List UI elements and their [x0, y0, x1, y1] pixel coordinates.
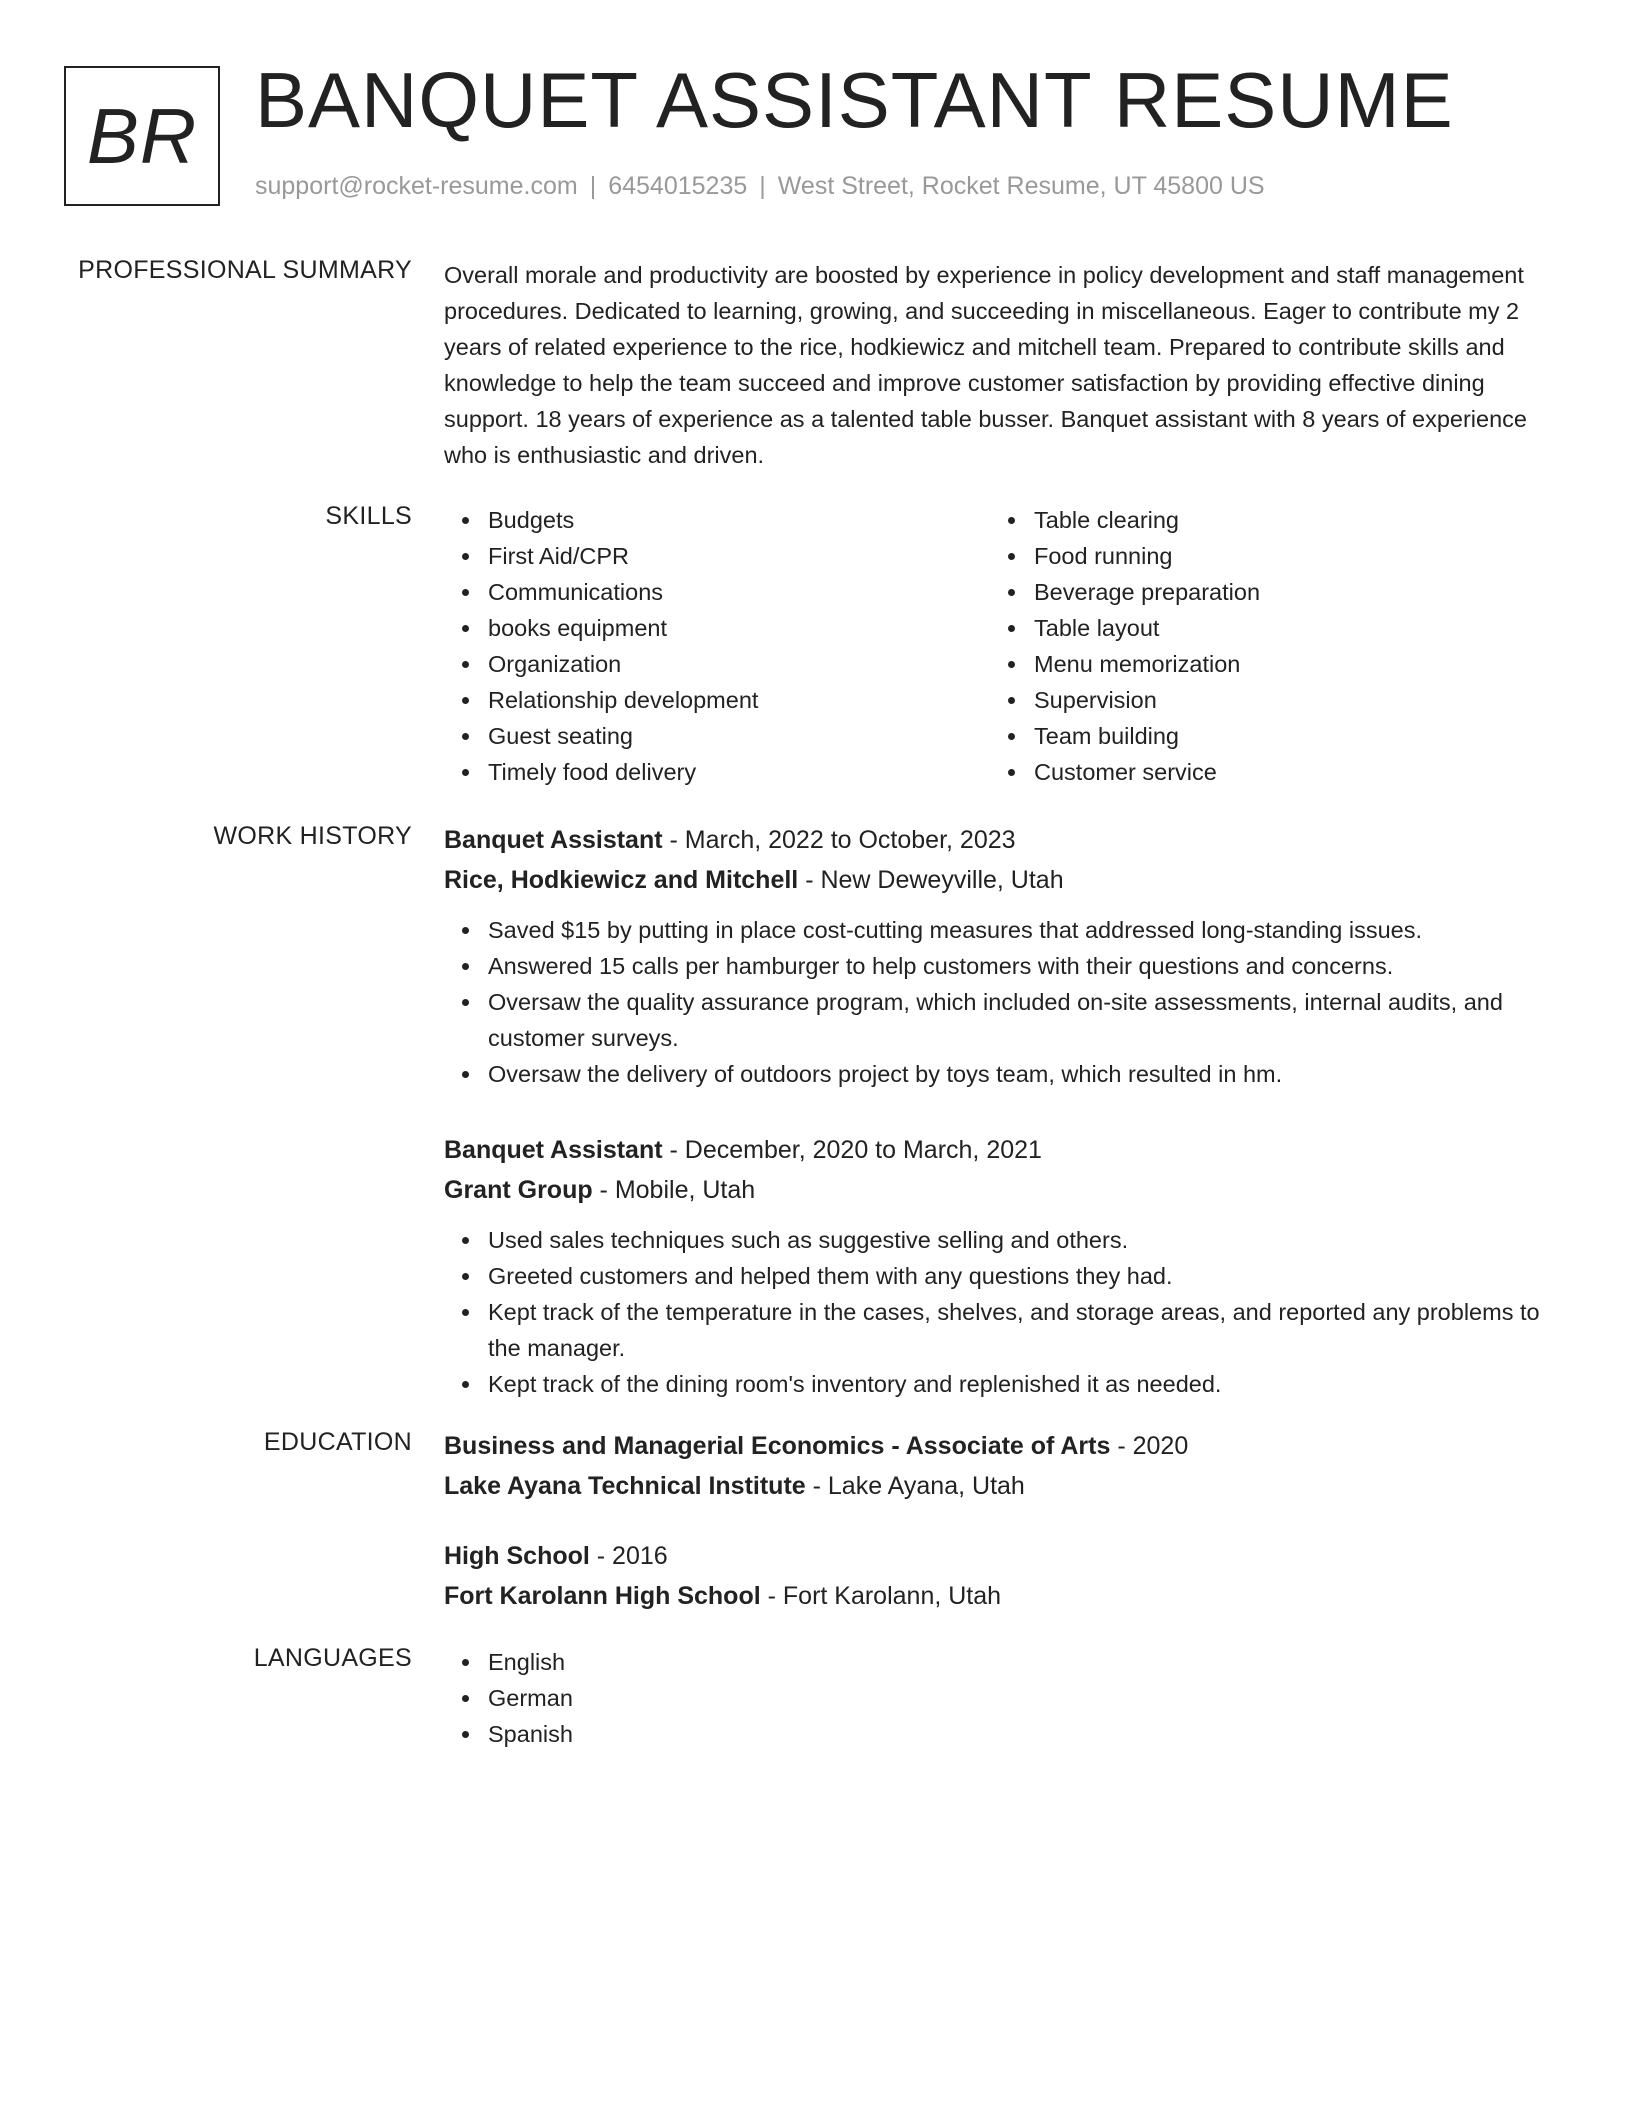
- education-school: Lake Ayana Technical Institute: [444, 1472, 806, 1500]
- education-year: - 2020: [1110, 1432, 1189, 1460]
- section-label-education: EDUCATION: [263, 1428, 412, 1456]
- job-company: Grant Group: [444, 1176, 593, 1204]
- contact-separator: |: [759, 172, 766, 200]
- education-location: - Lake Ayana, Utah: [805, 1472, 1025, 1500]
- resume-title: BANQUET ASSISTANT RESUME: [255, 56, 1454, 144]
- skills-body: [444, 502, 1564, 790]
- language-item: German: [444, 1680, 1564, 1716]
- job-entry: [444, 1130, 1564, 1402]
- section-label-summary: PROFESSIONAL SUMMARY: [78, 256, 412, 284]
- contact-address: West Street, Rocket Resume, UT 45800 US: [777, 172, 1265, 200]
- education-degree-line: [444, 1536, 1564, 1576]
- job-title: Banquet Assistant: [444, 1136, 663, 1164]
- skills-list-left: [444, 502, 990, 790]
- summary-body: [444, 257, 1564, 473]
- job-dates: - December, 2020 to March, 2021: [662, 1136, 1042, 1164]
- language-item: Spanish: [444, 1716, 1564, 1752]
- skill-item: Menu memorization: [990, 646, 1536, 682]
- skill-item: Communications: [444, 574, 990, 610]
- monogram-initials: BR: [86, 91, 198, 180]
- job-bullet: Kept track of the temperature in the cases, shelves, and storage areas, and reported any problems to the manager.: [444, 1294, 1564, 1366]
- education-entry: [444, 1536, 1564, 1616]
- education-degree: Business and Managerial Economics - Associate of Arts: [444, 1432, 1111, 1460]
- skill-item: Team building: [990, 718, 1536, 754]
- skill-item: Budgets: [444, 502, 990, 538]
- section-label-work: WORK HISTORY: [213, 822, 412, 850]
- job-company-line: [444, 1170, 1564, 1210]
- languages-list: [444, 1644, 1564, 1752]
- education-degree-line: [444, 1426, 1564, 1466]
- section-label-skills: SKILLS: [325, 502, 412, 530]
- language-item: English: [444, 1644, 1564, 1680]
- job-bullet-list: [444, 912, 1564, 1092]
- job-bullet: Oversaw the delivery of outdoors project by toys team, which resulted in hm.: [444, 1056, 1564, 1092]
- work-history-body: [444, 820, 1564, 1402]
- skill-item: Guest seating: [444, 718, 990, 754]
- monogram-box: [64, 66, 220, 206]
- skill-item: Timely food delivery: [444, 754, 990, 790]
- job-company: Rice, Hodkiewicz and Mitchell: [444, 866, 799, 894]
- job-title-line: [444, 820, 1564, 860]
- job-title-line: [444, 1130, 1564, 1170]
- education-degree: High School: [444, 1542, 590, 1570]
- skill-item: books equipment: [444, 610, 990, 646]
- education-year: - 2016: [589, 1542, 668, 1570]
- education-school-line: [444, 1466, 1564, 1506]
- job-title: Banquet Assistant: [444, 826, 663, 854]
- skill-item: Table layout: [990, 610, 1536, 646]
- job-bullet-list: [444, 1222, 1564, 1402]
- skills-list-right: [990, 502, 1536, 790]
- skill-item: Relationship development: [444, 682, 990, 718]
- summary-text: Overall morale and productivity are boosted by experience in policy development and staff management procedures. Dedicated to learning, growing, and succeeding in miscellaneous. Eager to contribute my 2 years of related experience to the rice, hodkiewicz and mitchell team. Prepared to contribute skills and knowledge to help the team succeed and improve customer satisfaction by providing effective dining support. 18 years of experience as a talented table busser. Banquet assistant with 8 years of experience who is enthusiastic and driven.: [444, 262, 1527, 468]
- skill-item: Table clearing: [990, 502, 1536, 538]
- education-location: - Fort Karolann, Utah: [760, 1582, 1002, 1610]
- contact-phone: 6454015235: [608, 172, 748, 200]
- contact-line: [255, 172, 1265, 201]
- education-school-line: [444, 1576, 1564, 1616]
- contact-email: support@rocket-resume.com: [255, 172, 578, 200]
- section-label-languages: LANGUAGES: [253, 1644, 412, 1672]
- education-body: [444, 1426, 1564, 1616]
- job-bullet: Kept track of the dining room's inventory and replenished it as needed.: [444, 1366, 1564, 1402]
- skill-item: First Aid/CPR: [444, 538, 990, 574]
- skill-item: Customer service: [990, 754, 1536, 790]
- job-company-line: [444, 860, 1564, 900]
- skill-item: Supervision: [990, 682, 1536, 718]
- languages-body: [444, 1644, 1564, 1752]
- job-location: - New Deweyville, Utah: [798, 866, 1064, 894]
- job-bullet: Answered 15 calls per hamburger to help customers with their questions and concerns.: [444, 948, 1564, 984]
- job-entry: [444, 820, 1564, 1092]
- skill-item: Organization: [444, 646, 990, 682]
- job-bullet: Saved $15 by putting in place cost-cutting measures that addressed long-standing issues.: [444, 912, 1564, 948]
- skill-item: Food running: [990, 538, 1536, 574]
- job-bullet: Oversaw the quality assurance program, which included on-site assessments, internal audits, and customer surveys.: [444, 984, 1564, 1056]
- job-location: - Mobile, Utah: [592, 1176, 756, 1204]
- education-entry: [444, 1426, 1564, 1506]
- skill-item: Beverage preparation: [990, 574, 1536, 610]
- education-school: Fort Karolann High School: [444, 1582, 761, 1610]
- job-bullet: Used sales techniques such as suggestive selling and others.: [444, 1222, 1564, 1258]
- job-dates: - March, 2022 to October, 2023: [662, 826, 1016, 854]
- contact-separator: |: [589, 172, 597, 200]
- job-bullet: Greeted customers and helped them with any questions they had.: [444, 1258, 1564, 1294]
